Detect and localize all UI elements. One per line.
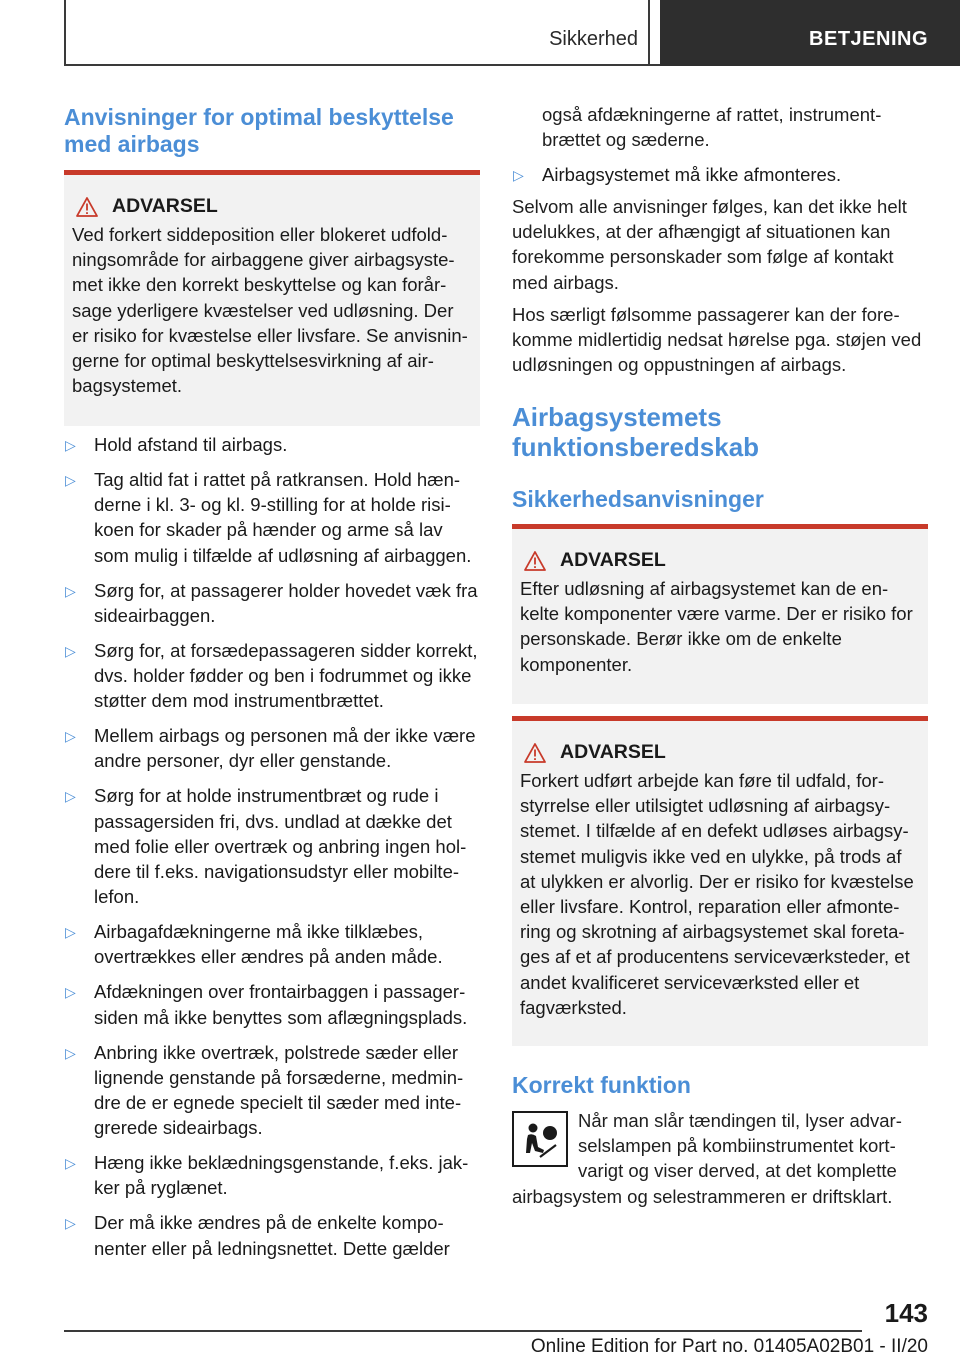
page-number: 143 (884, 1298, 928, 1328)
warning-triangle-icon (524, 743, 546, 763)
footer-edition: Online Edition for Part no. 01405A02B01 - II/20 (530, 1336, 928, 1357)
warning-text: Ved forkert siddeposition eller blokeret udfoldningsområde for airbaggene giver airbagsystemet ikke den korrekt beskyttelse og kan forårsage yderligere kvæstelser ved udløsning. Der er risiko for kvæstelse eller livsfare. Se anvisningerne for optimal beskyttelsesvirkning af airbagsystemet. (72, 224, 468, 397)
bullet-item (64, 783, 480, 909)
continued-text: også afdækningerne af rattet, instrumentbrættet og sæderne. (542, 104, 882, 151)
warning-triangle-icon (524, 551, 546, 571)
bullet-item (64, 723, 480, 773)
right-bullet-list (512, 162, 928, 197)
bullet-text: Sørg for, at passagerer holder hovedet væk fra sideairbaggen. (94, 579, 478, 626)
bullet-text: Hold afstand til airbags. (94, 434, 288, 455)
bullet-text: Hæng ikke beklædningsgenstande, f.eks. jakker på ryglænet. (94, 1152, 469, 1199)
right-warning-box-2 (512, 716, 928, 1046)
warning-text: Efter udløsning af airbagsystemet kan de enkelte komponenter være varme. Der er risiko for personskade. Berør ikke om de enkelte komponenter. (520, 578, 913, 675)
header-left-rule (64, 0, 66, 66)
bullet-triangle-icon: ▷ (65, 642, 76, 659)
bullet-text: Mellem airbags og personen må der ikke være andre personer, dyr eller genstande. (94, 725, 476, 772)
bullet-item (64, 1150, 480, 1200)
paragraph: Hos særligt følsomme passagerer kan der forekomme midlertidig nedsat hørelse pga. støjen ved udløsningen og oppustningen af airbags. (512, 303, 922, 376)
header-section: Sikkerhed (549, 28, 638, 50)
bullet-text: Afdækningen over frontairbaggen i passagersiden må ikke benyttes som aflægningsplads. (94, 981, 468, 1028)
bullet-triangle-icon: ▷ (65, 472, 76, 488)
warning-title: ADVARSEL (524, 549, 920, 572)
bullet-triangle-icon: ▷ (65, 1044, 76, 1061)
bullet-text: Sørg for at holde instrumentbræt og rude i passagersiden fri, dvs. undlad at dække det med folie eller overtræk og anbring ingen holdere til f.eks. navigationsudstyr eller mobiltelefon. (94, 785, 467, 908)
bullet-item (64, 578, 480, 628)
paragraph: Selvom alle anvisninger følges, kan det ikke helt udelukkes, at der afhængigt af situationen kan forekomme personskader som følge af kontakt med airbags. (512, 196, 907, 293)
footer-rule (64, 1330, 862, 1332)
warning-title: ADVARSEL (76, 195, 472, 218)
header-mid-rule (648, 0, 650, 66)
bullet-item (64, 432, 480, 457)
function-heading: Korrekt funktion (512, 1072, 691, 1098)
bullet-triangle-icon: ▷ (65, 788, 76, 805)
header-chapter-tab (660, 0, 960, 66)
bullet-triangle-icon: ▷ (65, 1155, 76, 1172)
warning-triangle-icon (76, 197, 98, 217)
bullet-item (64, 979, 480, 1029)
bullet-item (64, 1040, 480, 1141)
bullet-text: Anbring ikke overtræk, polstrede sæder eller lignende genstande på forsæderne, medmindre de er egnede specielt til sæder med integrerede sideairbags. (94, 1041, 464, 1139)
left-heading: Anvisninger for optimal beskyttelse med airbags (64, 104, 454, 157)
bullet-item (64, 638, 480, 714)
bullet-item (512, 162, 928, 187)
bullet-item (64, 1210, 480, 1260)
function-block (512, 1108, 928, 1209)
bullet-triangle-icon: ▷ (513, 167, 524, 183)
bullet-text: Tag altid fat i rattet på ratkransen. Hold hænderne i kl. 3- og kl. 9-stilling for at holde risikoen for skader på hænder og arme så lav som mulig i tilfælde af udløsning af airbaggen. (94, 469, 472, 566)
right-paragraphs (512, 194, 928, 377)
bullet-text: Airbagsystemet må ikke afmonteres. (542, 164, 842, 185)
function-text: Når man slår tændingen til, lyser advarselslampen på kombiinstrumentet kortvarigt og viser derved, at det komplette airbagsystem og selestrammeren er driftsklart. (512, 1110, 902, 1207)
right-warning-box-1 (512, 524, 928, 704)
airbag-warning-lamp-icon (512, 1111, 568, 1167)
warning-text: Forkert udført arbejde kan føre til udfald, forstyrrelse eller utilsigtet udløsning af airbagsystemet. I tilfælde af en defekt udløses airbagsystemet muligvis ikke ved en ulykke, på trods af at ulykken er alvorlig. Der er risiko for kvæstelse eller livsfare. Kontrol, reparation eller afmontering og skrotning af airbagsystemet skal foretages af et af producentens serviceværksteder, et andet kvalificeret serviceværksted eller et fagværksted. (520, 770, 914, 1018)
bullet-triangle-icon: ▷ (65, 984, 76, 1001)
bullet-text: Airbagafdækningerne må ikke tilklæbes, overtrækkes eller ændres på anden måde. (94, 921, 443, 968)
left-warning-box (64, 170, 480, 426)
bullet-triangle-icon: ▷ (65, 1215, 76, 1232)
bullet-triangle-icon: ▷ (65, 924, 76, 941)
bullet-text: Sørg for, at forsædepassageren sidder korrekt, dvs. holder fødder og ben i fodrummet og ikke støtter dem mod instrumentbrættet. (94, 639, 478, 712)
header-chapter: BETJENING (809, 28, 928, 50)
left-bullet-list (64, 432, 480, 1271)
bullet-triangle-icon: ▷ (65, 437, 76, 453)
warning-title: ADVARSEL (524, 741, 920, 764)
bullet-text: Der må ikke ændres på de enkelte komponenter eller på ledningsnettet. Dette gælder (94, 1212, 450, 1259)
bullet-item (64, 919, 480, 969)
bullet-triangle-icon: ▷ (65, 728, 76, 745)
subsection-heading: Sikkerhedsanvisninger (512, 486, 764, 512)
bullet-triangle-icon: ▷ (65, 582, 76, 599)
bullet-item (64, 467, 480, 568)
section-heading: Airbagsystemets funktionsberedskab (512, 402, 760, 462)
